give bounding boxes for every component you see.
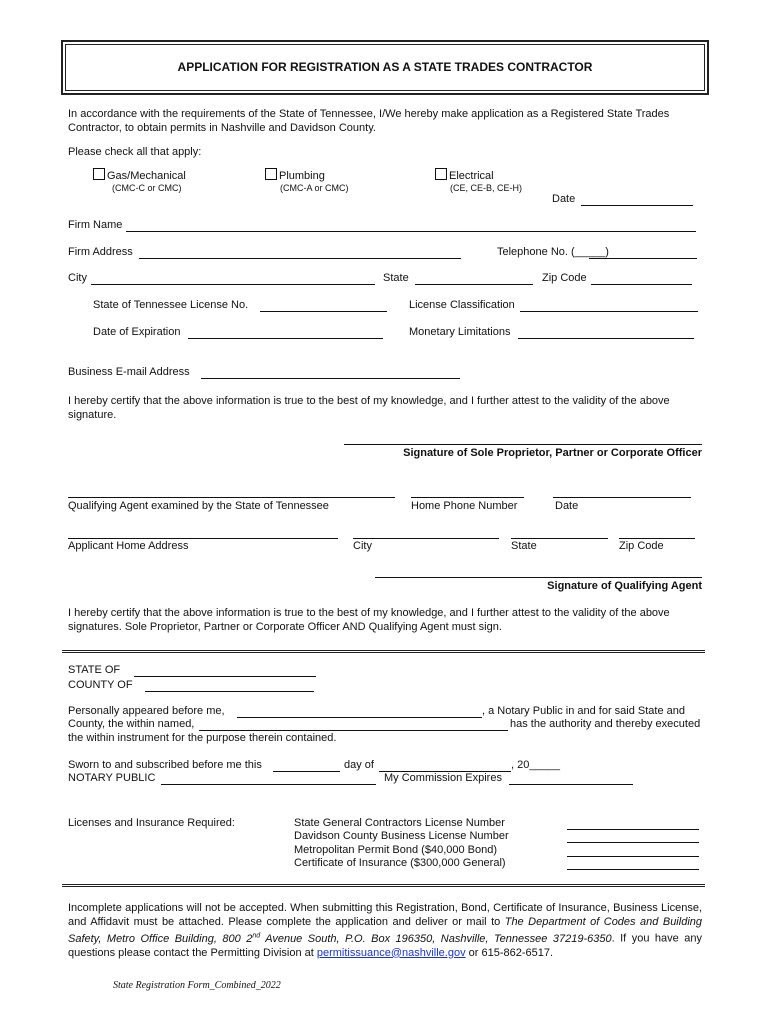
email-input[interactable] — [201, 378, 460, 379]
closing-text-3: or 615-862-6517. — [465, 946, 554, 959]
agent-date-line[interactable] — [553, 497, 691, 498]
home-zip-label: Zip Code — [619, 540, 664, 552]
commission-input[interactable] — [509, 784, 633, 785]
home-state-line[interactable] — [511, 538, 608, 539]
licenses-label: Licenses and Insurance Required: — [68, 817, 235, 829]
date-label: Date — [552, 193, 576, 205]
checkbox-sub: (CE, CE-B, CE-H) — [450, 183, 522, 193]
checkbox-box[interactable] — [93, 168, 105, 180]
agent-signature-line[interactable] — [375, 577, 702, 578]
checkbox-label: Electrical — [449, 170, 494, 182]
home-phone-label: Home Phone Number — [411, 500, 518, 512]
license-item: Certificate of Insurance ($300,000 General) — [294, 857, 506, 869]
certify-text-2: I hereby certify that the above information is true to the best of my knowledge, and I further attest to the validity of the above signatures. Sole Proprietor, Partner or Corporate Officer AND Qualifying Agent must sign. — [68, 607, 670, 633]
checkbox-electrical[interactable] — [435, 168, 494, 182]
license-class-input[interactable] — [520, 311, 698, 312]
notary-text-3: the within instrument for the purpose therein contained. — [68, 732, 337, 744]
city-label: City — [68, 272, 87, 284]
qualifying-agent-line[interactable] — [68, 497, 395, 498]
license-item-input[interactable] — [567, 856, 699, 857]
zip-input[interactable] — [591, 284, 692, 285]
notary-name-input[interactable] — [237, 717, 482, 718]
notary-public-label: NOTARY PUBLIC — [68, 772, 156, 784]
license-class-label: License Classification — [409, 299, 515, 311]
checkbox-label: Plumbing — [279, 170, 325, 182]
closing-text — [68, 901, 702, 960]
firm-address-label: Firm Address — [68, 246, 133, 258]
state-of-label: STATE OF — [68, 664, 121, 676]
officer-signature-line[interactable] — [344, 444, 702, 445]
footer-form-id: State Registration Form_Combined_2022 — [113, 980, 281, 991]
checkbox-box[interactable] — [435, 168, 447, 180]
state-of-input[interactable] — [134, 676, 316, 677]
city-input[interactable] — [91, 284, 375, 285]
date-input[interactable] — [581, 205, 693, 206]
expiration-label: Date of Expiration — [93, 326, 181, 338]
notary-text-1a: Personally appeared before me, — [68, 705, 225, 717]
agent-date-label: Date — [555, 500, 579, 512]
monetary-input[interactable] — [518, 338, 694, 339]
sworn-text-b: day of — [344, 759, 374, 771]
county-of-input[interactable] — [145, 691, 314, 692]
officer-signature-label: Signature of Sole Proprietor, Partner or Corporate Officer — [403, 447, 702, 459]
department-name: The Department of Codes and Building Safety, Metro Office Building, 800 2 — [68, 916, 702, 945]
license-item: State General Contractors License Number — [294, 817, 505, 829]
checkbox-sub: (CMC-C or CMC) — [112, 183, 182, 193]
page-title: APPLICATION FOR REGISTRATION AS A STATE TRADES CONTRACTOR — [177, 60, 593, 74]
notary-public-input[interactable] — [161, 784, 376, 785]
section-divider — [62, 884, 705, 887]
license-no-label: State of Tennessee License No. — [93, 299, 249, 311]
home-city-line[interactable] — [353, 538, 499, 539]
telephone-input[interactable] — [589, 258, 697, 259]
checkbox-plumbing[interactable] — [265, 168, 325, 182]
title-box — [61, 40, 709, 95]
license-item-input[interactable] — [567, 869, 699, 870]
ordinal-suffix: nd — [252, 932, 261, 939]
certify-text-1: I hereby certify that the above information is true to the best of my knowledge, and I further attest to the validity of the above signature. — [68, 395, 670, 421]
monetary-label: Monetary Limitations — [409, 326, 511, 338]
checkbox-sub: (CMC-A or CMC) — [280, 183, 349, 193]
checkbox-box[interactable] — [265, 168, 277, 180]
license-no-input[interactable] — [260, 311, 387, 312]
license-item-input[interactable] — [567, 842, 699, 843]
expiration-input[interactable] — [188, 338, 383, 339]
agent-signature-label: Signature of Qualifying Agent — [547, 580, 702, 592]
checkbox-label: Gas/Mechanical — [107, 170, 186, 182]
sworn-text-c: , 20_____ — [511, 759, 560, 771]
home-phone-line[interactable] — [411, 497, 524, 498]
closing-text-2: . If you have any questions please contact the Permitting Division at — [68, 932, 702, 959]
notary-text-2b: has the authority and thereby executed — [510, 718, 701, 730]
intro-text: In accordance with the requirements of the State of Tennessee, I/We hereby make application as a Registered State Trades Contractor, to obtain permits in Nashville and Davidson County. — [68, 108, 670, 134]
zip-label: Zip Code — [542, 272, 587, 284]
email-link[interactable]: permitissuance@nashville.gov — [316, 946, 466, 959]
sworn-text-a: Sworn to and subscribed before me this — [68, 759, 262, 771]
state-label: State — [383, 272, 409, 284]
firm-address-input[interactable] — [139, 258, 461, 259]
license-item: Metropolitan Permit Bond ($40,000 Bond) — [294, 844, 498, 856]
home-zip-line[interactable] — [619, 538, 695, 539]
closing-text-1: Incomplete applications will not be accepted. When submitting this Registration, Bond, Certificate of Insurance, Business License, and Affidavit must be attached. Please complete the application and deliver or mail to — [68, 902, 702, 928]
state-input[interactable] — [415, 284, 533, 285]
sworn-day-input[interactable] — [273, 771, 340, 772]
email-label: Business E-mail Address — [68, 366, 190, 378]
within-named-input[interactable] — [199, 730, 508, 731]
firm-name-label: Firm Name — [68, 219, 123, 231]
checkbox-gas-mechanical[interactable] — [93, 168, 186, 182]
home-address-line[interactable] — [68, 538, 338, 539]
home-state-label: State — [511, 540, 537, 552]
notary-text-1b: , a Notary Public in and for said State and — [482, 705, 686, 717]
home-address-label: Applicant Home Address — [68, 540, 189, 552]
home-city-label: City — [353, 540, 372, 552]
commission-label: My Commission Expires — [384, 772, 502, 784]
section-divider — [62, 650, 705, 653]
license-item-input[interactable] — [567, 829, 699, 830]
telephone-label: Telephone No. (_____) — [497, 246, 609, 258]
check-prompt: Please check all that apply: — [68, 146, 202, 158]
qualifying-agent-label: Qualifying Agent examined by the State of Tennessee — [68, 500, 329, 512]
firm-name-input[interactable] — [126, 231, 696, 232]
county-of-label: COUNTY OF — [68, 679, 133, 691]
department-street: Avenue South, P.O. Box 196350, Nashville, Tennessee 37219-6350 — [260, 932, 612, 945]
notary-text-2a: County, the within named, — [68, 718, 195, 730]
license-item: Davidson County Business License Number — [294, 830, 509, 842]
